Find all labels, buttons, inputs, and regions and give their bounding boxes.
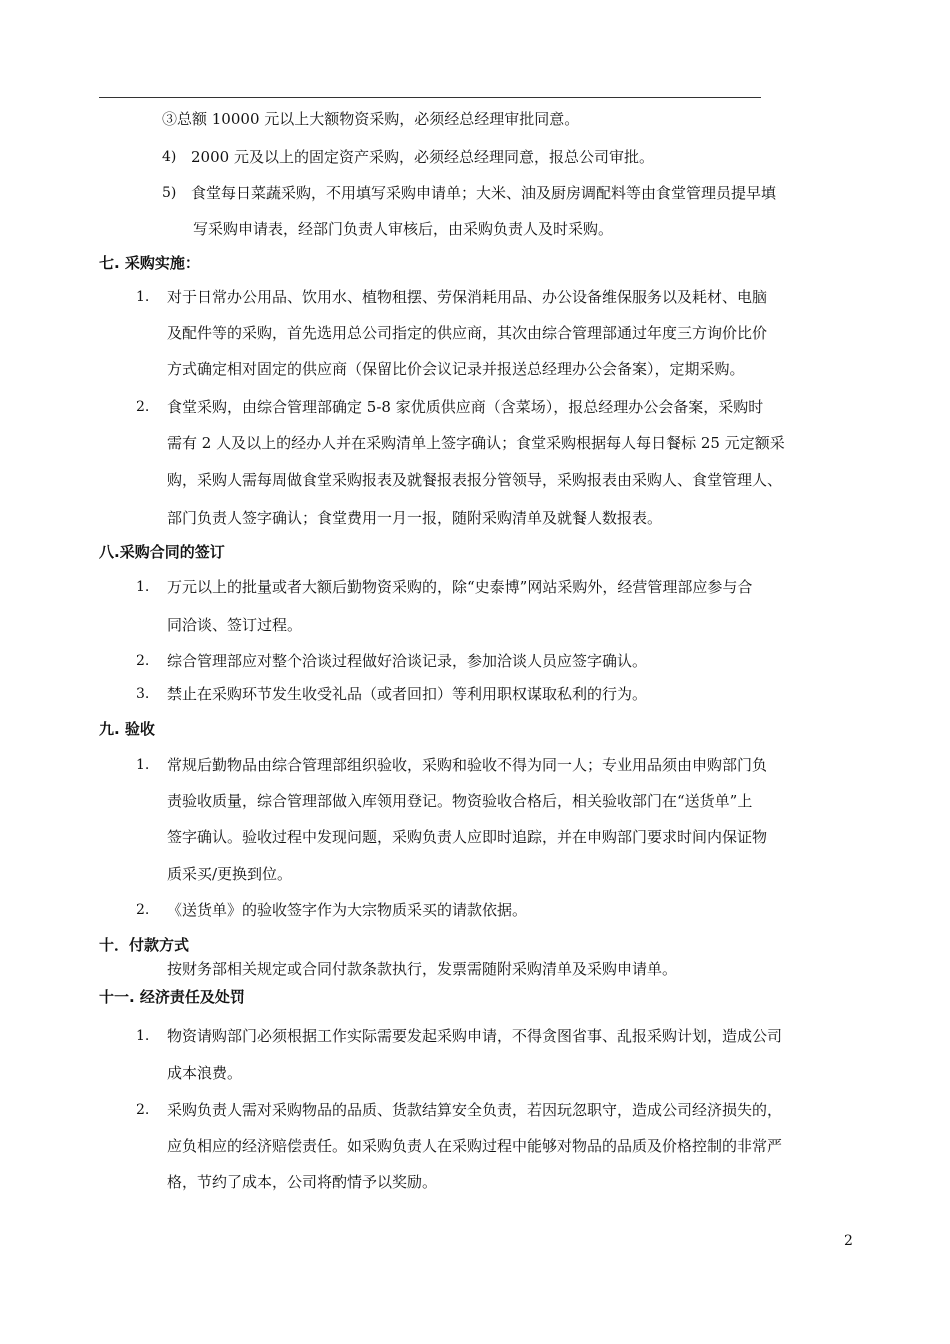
section-heading: 八.采购合同的签订 <box>99 543 225 561</box>
list-number: 2. <box>136 1102 150 1118</box>
list-item-text: 物资请购部门必须根据工作实际需要发起采购申请，不得贪图省事、乱报采购计划，造成公司 <box>167 1027 783 1045</box>
list-item-text: 方式确定相对固定的供应商（保留比价会议记录并报送总经理办公会备案），定期采购。 <box>167 360 745 378</box>
list-number: 4) <box>162 149 177 165</box>
list-item-text: 2000 元及以上的固定资产采购，必须经总经理同意，报总公司审批。 <box>191 148 654 166</box>
header-rule <box>99 97 761 98</box>
paragraph-text: 按财务部相关规定或合同付款条款执行，发票需随附采购清单及采购申请单。 <box>167 960 678 978</box>
list-item-text: 应负相应的经济赔偿责任。如采购负责人在采购过程中能够对物品的品质及价格控制的非常严 <box>167 1137 783 1155</box>
list-item-text: 及配件等的采购，首先选用总公司指定的供应商，其次由综合管理部通过年度三方询价比价 <box>167 324 768 342</box>
section-heading: 十．付款方式 <box>99 936 190 954</box>
list-item-text: 签字确认。验收过程中发现问题，采购负责人应即时追踪，并在申购部门要求时间内保证物 <box>167 828 768 846</box>
list-number: 1. <box>136 579 150 595</box>
list-item-text: 禁止在采购环节发生收受礼品（或者回扣）等利用职权谋取私利的行为。 <box>167 685 648 703</box>
list-item-text: 需有 2 人及以上的经办人并在采购清单上签字确认；食堂采购根据每人每日餐标 25 元定额采 <box>167 434 785 452</box>
list-number: 5) <box>162 185 177 201</box>
list-item-text: 采购负责人需对采购物品的品质、货款结算安全负责，若因玩忽职守，造成公司经济损失的， <box>167 1101 783 1119</box>
list-item-text: 《送货单》的验收签字作为大宗物质采买的请款依据。 <box>167 901 528 919</box>
list-number: 1. <box>136 757 150 773</box>
list-number: 2. <box>136 902 150 918</box>
list-number: 3. <box>136 686 150 702</box>
list-item-text: 对于日常办公用品、饮用水、植物租摆、劳保消耗用品、办公设备维保服务以及耗材、电脑 <box>167 288 768 306</box>
list-number: 2. <box>136 399 150 415</box>
list-item-text: 同洽谈、签订过程。 <box>167 616 303 634</box>
list-item-text: 质采买/更换到位。 <box>167 865 293 883</box>
list-item-text: 购，采购人需每周做食堂采购报表及就餐报表报分管领导，采购报表由采购人、食堂管理人、 <box>167 471 783 489</box>
list-number: 2. <box>136 653 150 669</box>
list-item-text: 食堂每日菜蔬采购，不用填写采购申请单；大米、油及厨房调配料等由食堂管理员提早填 <box>191 184 777 202</box>
list-number: 1. <box>136 1028 150 1044</box>
list-number: 1. <box>136 289 150 305</box>
list-item-text: 写采购申请表，经部门负责人审核后，由采购负责人及时采购。 <box>193 220 614 238</box>
section-heading: 十一. 经济责任及处罚 <box>99 988 245 1006</box>
list-item-text: 部门负责人签字确认；食堂费用一月一报，随附采购清单及就餐人数报表。 <box>167 509 663 527</box>
list-item-text: 食堂采购，由综合管理部确定 5-8 家优质供应商（含菜场），报总经理办公会备案，采购时 <box>167 398 764 416</box>
section-heading: 九. 验收 <box>99 720 155 738</box>
list-item-text: 万元以上的批量或者大额后勤物资采购的，除“史泰博”网站采购外，经营管理部应参与合 <box>167 578 753 596</box>
section-heading: 七. 采购实施： <box>99 254 200 272</box>
text-line: ③总额 10000 元以上大额物资采购，必须经总经理审批同意。 <box>162 110 580 128</box>
list-item-text: 责验收质量，综合管理部做入库领用登记。物资验收合格后，相关验收部门在“送货单”上 <box>167 792 753 810</box>
page-number: 2 <box>844 1233 853 1249</box>
list-item-text: 常规后勤物品由综合管理部组织验收，采购和验收不得为同一人；专业用品须由申购部门负 <box>167 756 768 774</box>
list-item-text: 成本浪费。 <box>167 1064 243 1082</box>
list-item-text: 格，节约了成本，公司将酌情予以奖励。 <box>167 1173 438 1191</box>
list-item-text: 综合管理部应对整个洽谈过程做好洽谈记录，参加洽谈人员应签字确认。 <box>167 652 648 670</box>
